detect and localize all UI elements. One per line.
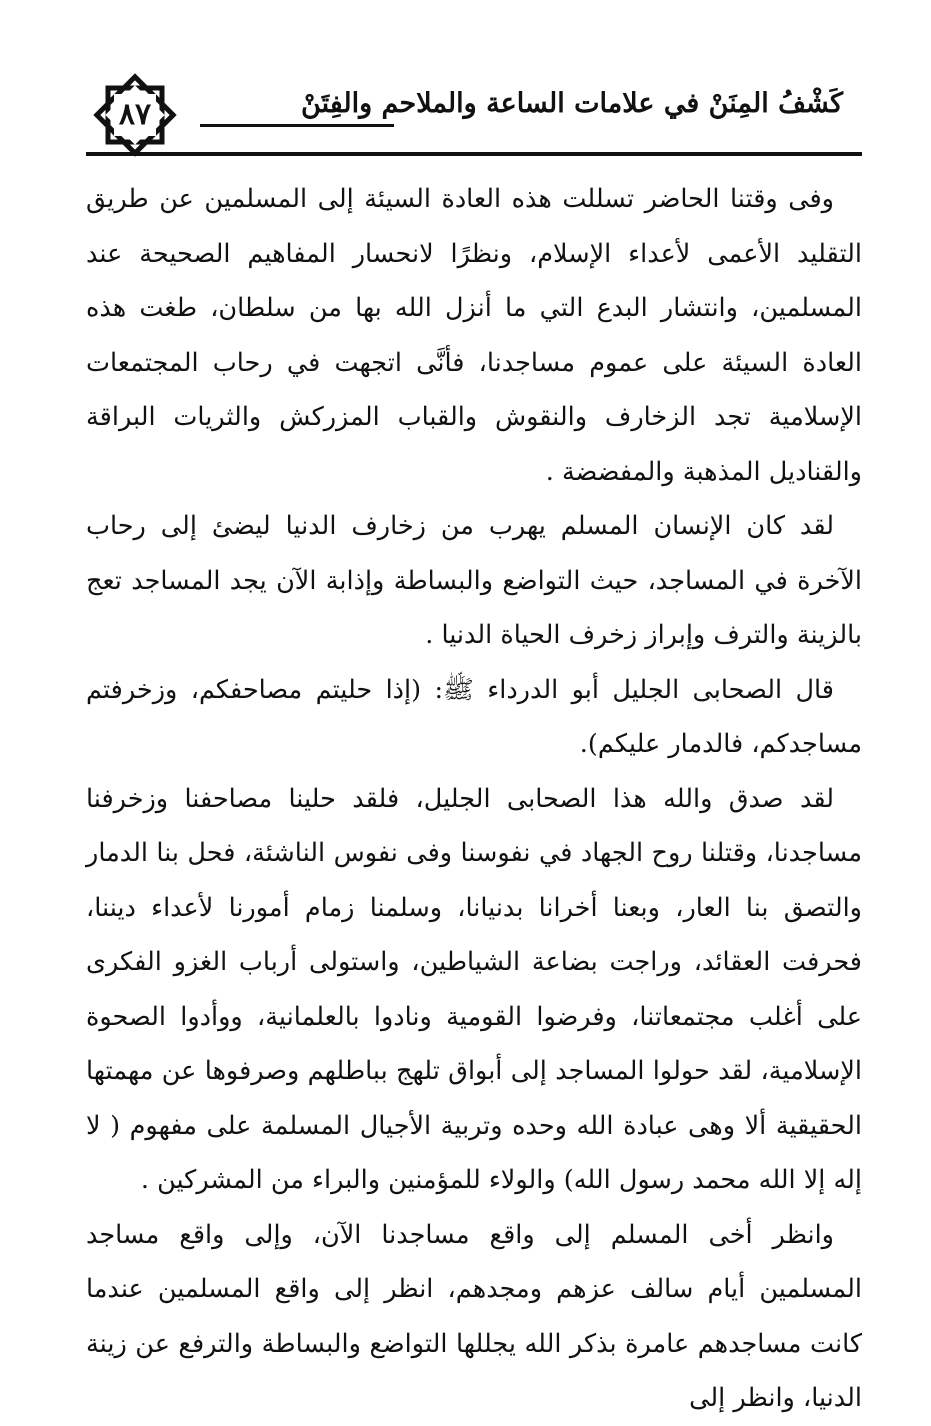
page-header [0, 0, 931, 160]
page-number: ٨٧ [118, 97, 152, 132]
paragraph: قال الصحابى الجليل أبو الدرداء ﷺ: (إذا حليتم مصاحفكم، وزخرفتم مساجدكم، فالدمار عليكم). [86, 674, 862, 759]
running-title: كَشْفُ المِنَنْ في علامات الساعة والملاحم والفِتَنْ [301, 88, 843, 119]
page-number-badge [92, 72, 178, 158]
paragraph: لقد كان الإنسان المسلم يهرب من زخارف الدنيا ليضئ إلى رحاب الآخرة في المساجد، حيث التواضع والبساطة وإذابة الآن يجد المساجد تعج بالزينة والترف وإبراز زخرف الحياة الدنيا . [86, 511, 862, 650]
paragraph: لقد صدق والله هذا الصحابى الجليل، فلقد حلينا مصاحفنا وزخرفنا مساجدنا، وقتلنا روح الجهاد في نفوسنا وفى نفوس الناشئة، فحل بنا الدمار والتصق بنا العار، وبعنا أخرانا بدنيانا، وسلمنا زمام أمورنا لأعداء ديننا، فحرفت العقائد، وراجت بضاعة الشياطين، واستولى أرباب الغزو الفكرى على أغلب مجتمعاتنا، وفرضوا القومية ونادوا بالعلمانية، ووأدوا الصحوة الإسلامية، لقد حولوا المساجد إلى أبواق تلهج بباطلهم وصرفوها عن مهمتها الحقيقية ألا وهى عبادة الله وحده وتربية الأجيال المسلمة على مفهوم ( لا إله إلا الله محمد رسول الله) والولاء للمؤمنين والبراء من المشركين . [86, 783, 862, 1195]
paragraph: وفى وقتنا الحاضر تسللت هذه العادة السيئة إلى المسلمين عن طريق التقليد الأعمى لأعداء الإسلام، ونظرًا لانحسار المفاهيم الصحيحة عند المسلمين، وانتشار البدع التي ما أنزل الله بها من سلطان، طغت هذه العادة السيئة على عموم مساجدنا، فأنَّى اتجهت في رحاب المجتمعات الإسلامية تجد الزخارف والنقوش والقباب المزركش والثريات البراقة والقناديل المذهبة والمفضضة . [86, 184, 862, 487]
header-rule [86, 152, 862, 156]
title-dash-line [200, 124, 394, 127]
page-body [86, 172, 862, 1426]
paragraph: وانظر أخى المسلم إلى واقع مساجدنا الآن، وإلى واقع مساجد المسلمين أيام سالف عزهم ومجدهم، انظر إلى واقع المسلمين عندما كانت مساجدهم عامرة بذكر الله يجللها التواضع والبساطة والترفع عن زينة الدنيا، وانظر إلى [86, 1219, 862, 1413]
